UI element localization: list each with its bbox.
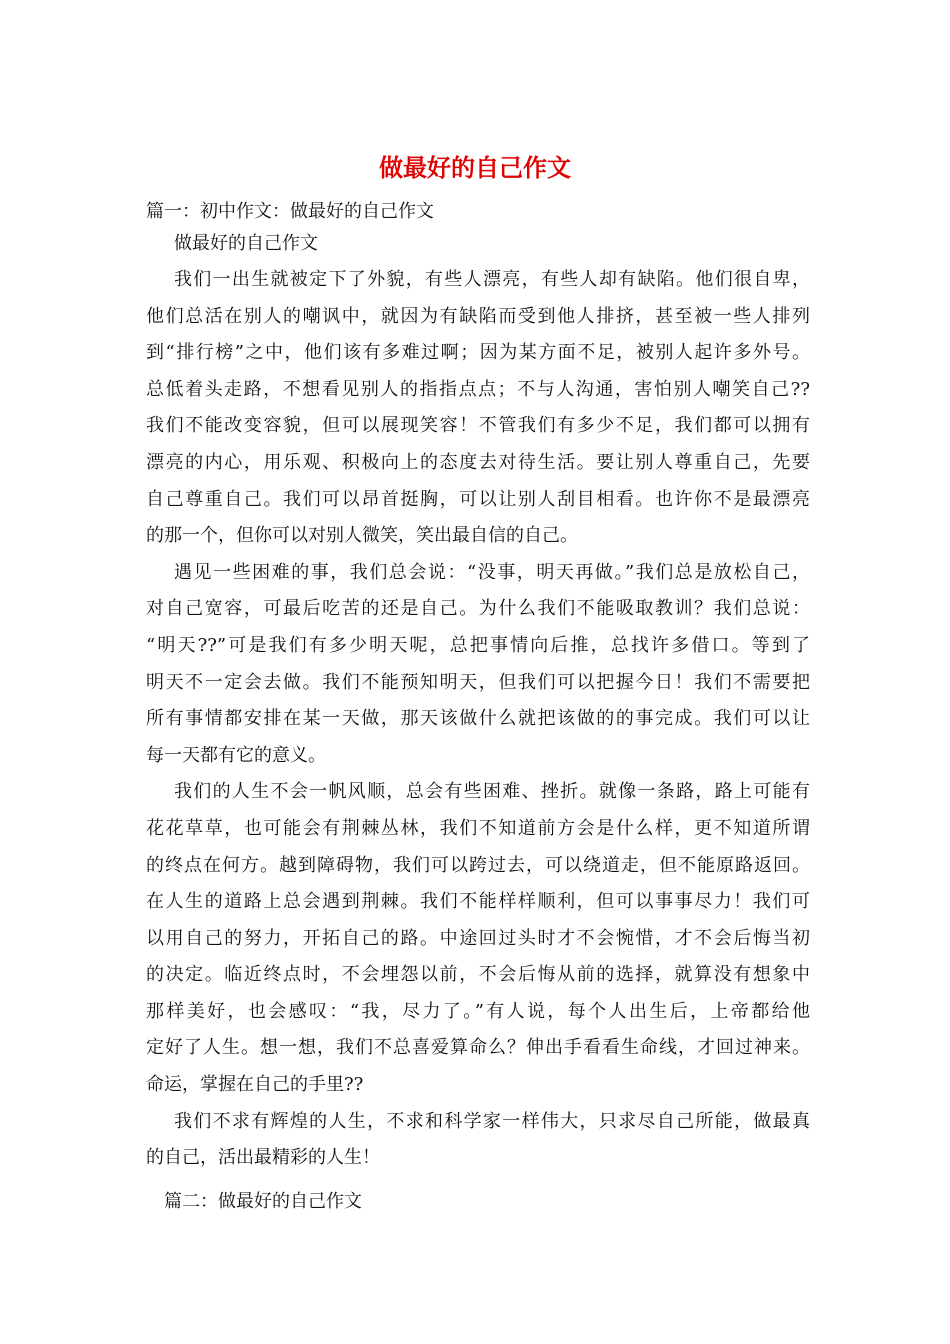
paragraph-line: 对自己宽容，可最后吃苦的还是自己。为什么我们不能吸取教训？我们总说： — [146, 598, 810, 620]
paragraph-line: 的决定。临近终点时，不会埋怨以前，不会后悔从前的选择，就算没有想象中 — [146, 964, 810, 986]
paragraph-line: 他们总活在别人的嘲讽中，就因为有缺陷而受到他人排挤，甚至被一些人排列 — [146, 305, 810, 327]
paragraph-line: 遇见一些困难的事，我们总会说：“没事，明天再做。”我们总是放松自己， — [174, 561, 810, 583]
document-title: 做最好的自己作文 — [379, 153, 571, 182]
paragraph-line: 我们的人生不会一帆风顺，总会有些困难、挫折。就像一条路，路上可能有 — [174, 781, 810, 803]
paragraph-line: 每一天都有它的意义。 — [146, 744, 326, 766]
paragraph-line: 的自己，活出最精彩的人生！ — [146, 1147, 380, 1169]
paragraph-line: 定好了人生。想一想，我们不总喜爱算命么？伸出手看看生命线，才回过神来。 — [146, 1037, 810, 1059]
paragraph-line: “明天??”可是我们有多少明天呢，总把事情向后推，总找许多借口。等到了 — [146, 634, 810, 656]
paragraph-line: 我们不能改变容貌，但可以展现笑容！不管我们有多少不足，我们都可以拥有 — [146, 415, 810, 437]
section-heading-2: 篇二：做最好的自己作文 — [164, 1191, 362, 1212]
paragraph-line: 的终点在何方。越到障碍物，我们可以跨过去，可以绕道走，但不能原路返回。 — [146, 854, 810, 876]
paragraph-line: 我们不求有辉煌的人生，不求和科学家一样伟大，只求尽自己所能，做最真 — [174, 1110, 810, 1132]
paragraph-line: 总低着头走路，不想看见别人的指指点点；不与人沟通，害怕别人嘲笑自己?? — [146, 378, 810, 400]
paragraph-line: 我们一出生就被定下了外貌，有些人漂亮，有些人却有缺陷。他们很自卑， — [174, 269, 810, 290]
paragraph-line: 在人生的道路上总会遇到荆棘。我们不能样样顺利，但可以事事尽力！我们可 — [146, 891, 810, 913]
paragraph-line: 漂亮的内心，用乐观、积极向上的态度去对待生活。要让别人尊重自己，先要 — [146, 451, 810, 473]
paragraph-line: 以用自己的努力，开拓自己的路。中途回过头时才不会惋惜，才不会后悔当初 — [146, 927, 810, 949]
paragraph-line: 命运，掌握在自己的手里?? — [146, 1074, 364, 1096]
essay-body — [146, 262, 810, 1177]
paragraph-line: 明天不一定会去做。我们不能预知明天，但我们可以把握今日！我们不需要把 — [146, 671, 810, 693]
paragraph-line: 自己尊重自己。我们可以昂首挺胸，可以让别人刮目相看。也许你不是最漂亮 — [146, 488, 810, 510]
paragraph-line: 的那一个，但你可以对别人微笑，笑出最自信的自己。 — [146, 525, 578, 547]
paragraph-line: 那样美好，也会感叹：“我，尽力了。”有人说，每个人出生后，上帝都给他 — [146, 1000, 810, 1022]
paragraph-line: 所有事情都安排在某一天做，那天该做什么就把该做的的事完成。我们可以让 — [146, 708, 810, 730]
paragraph-line: 花花草草，也可能会有荆棘丛林，我们不知道前方会是什么样，更不知道所谓 — [146, 817, 810, 839]
paragraph-line: 到“排行榜”之中，他们该有多难过啊；因为某方面不足，被别人起许多外号。 — [146, 342, 810, 364]
essay-subtitle: 做最好的自己作文 — [174, 233, 318, 254]
section-heading-1: 篇一：初中作文：做最好的自己作文 — [146, 201, 434, 222]
